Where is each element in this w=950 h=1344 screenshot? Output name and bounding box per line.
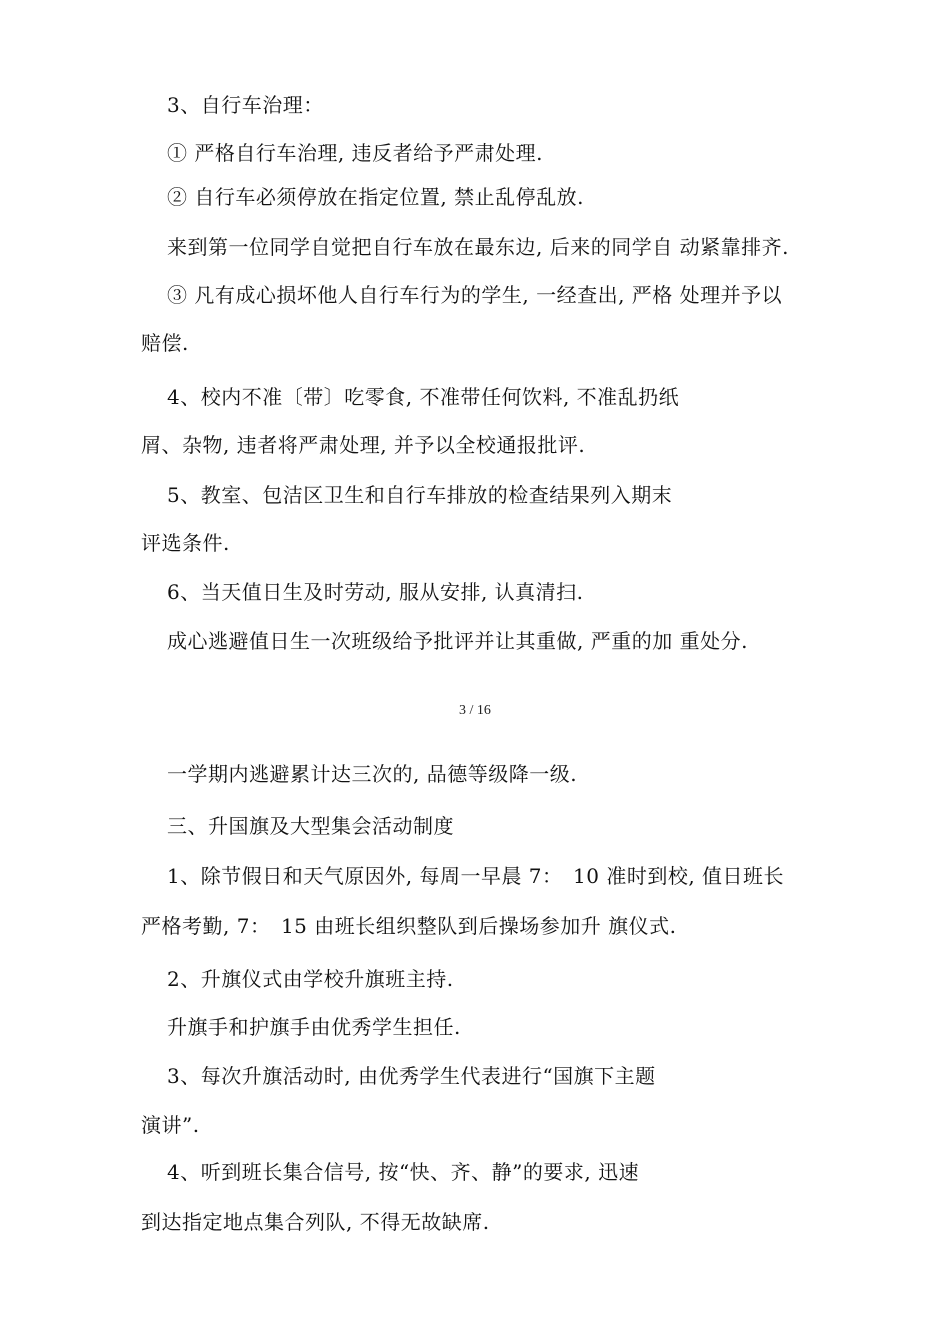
paragraph-line: 演讲”. <box>141 1113 200 1137</box>
paragraph-line: 5、教室、包洁区卫生和自行车排放的检查结果列入期末 <box>167 483 673 507</box>
paragraph-line: 升旗手和护旗手由优秀学生担任. <box>167 1015 461 1039</box>
paragraph-line: 到达指定地点集合列队, 不得无故缺席. <box>141 1210 490 1234</box>
paragraph-line: 4、校内不准〔带〕吃零食, 不准带任何饮料, 不准乱扔纸 <box>167 385 680 409</box>
page-number: 3 / 16 <box>459 703 491 718</box>
paragraph-line: 成心逃避值日生一次班级给予批评并让其重做, 严重的加 重处分. <box>167 629 748 653</box>
paragraph-line: 6、当天值日生及时劳动, 服从安排, 认真清扫. <box>167 580 584 604</box>
section-heading-flag-raising: 三、升国旗及大型集会活动制度 <box>167 814 454 838</box>
paragraph-line: 一学期内逃避累计达三次的, 品德等级降一级. <box>167 762 578 786</box>
paragraph-line: 3、每次升旗活动时, 由优秀学生代表进行“国旗下主题 <box>167 1064 656 1088</box>
paragraph-line: 赔偿. <box>141 331 189 355</box>
section-heading-bicycle: 3、自行车治理： <box>167 93 324 117</box>
paragraph-line: 1、除节假日和天气原因外, 每周一早晨 7： 10 准时到校, 值日班长 <box>167 864 785 888</box>
paragraph-line: ② 自行车必须停放在指定位置, 禁止乱停乱放. <box>167 185 584 209</box>
paragraph-line: ③ 凡有成心损坏他人自行车行为的学生, 一经查出, 严格 处理并予以 <box>167 283 783 307</box>
paragraph-line: 4、听到班长集合信号, 按“快、齐、静”的要求, 迅速 <box>167 1160 640 1184</box>
paragraph-line: 评选条件. <box>141 531 230 555</box>
paragraph-line: 来到第一位同学自觉把自行车放在最东边, 后来的同学自 动紧靠排齐. <box>167 235 789 259</box>
paragraph-line: 2、升旗仪式由学校升旗班主持. <box>167 967 454 991</box>
paragraph-line: 严格考勤, 7： 15 由班长组织整队到后操场参加升 旗仪式. <box>141 914 677 938</box>
paragraph-line: 屑、杂物, 违者将严肃处理, 并予以全校通报批评. <box>141 433 586 457</box>
paragraph-line: ① 严格自行车治理, 违反者给予严肃处理. <box>167 141 543 165</box>
